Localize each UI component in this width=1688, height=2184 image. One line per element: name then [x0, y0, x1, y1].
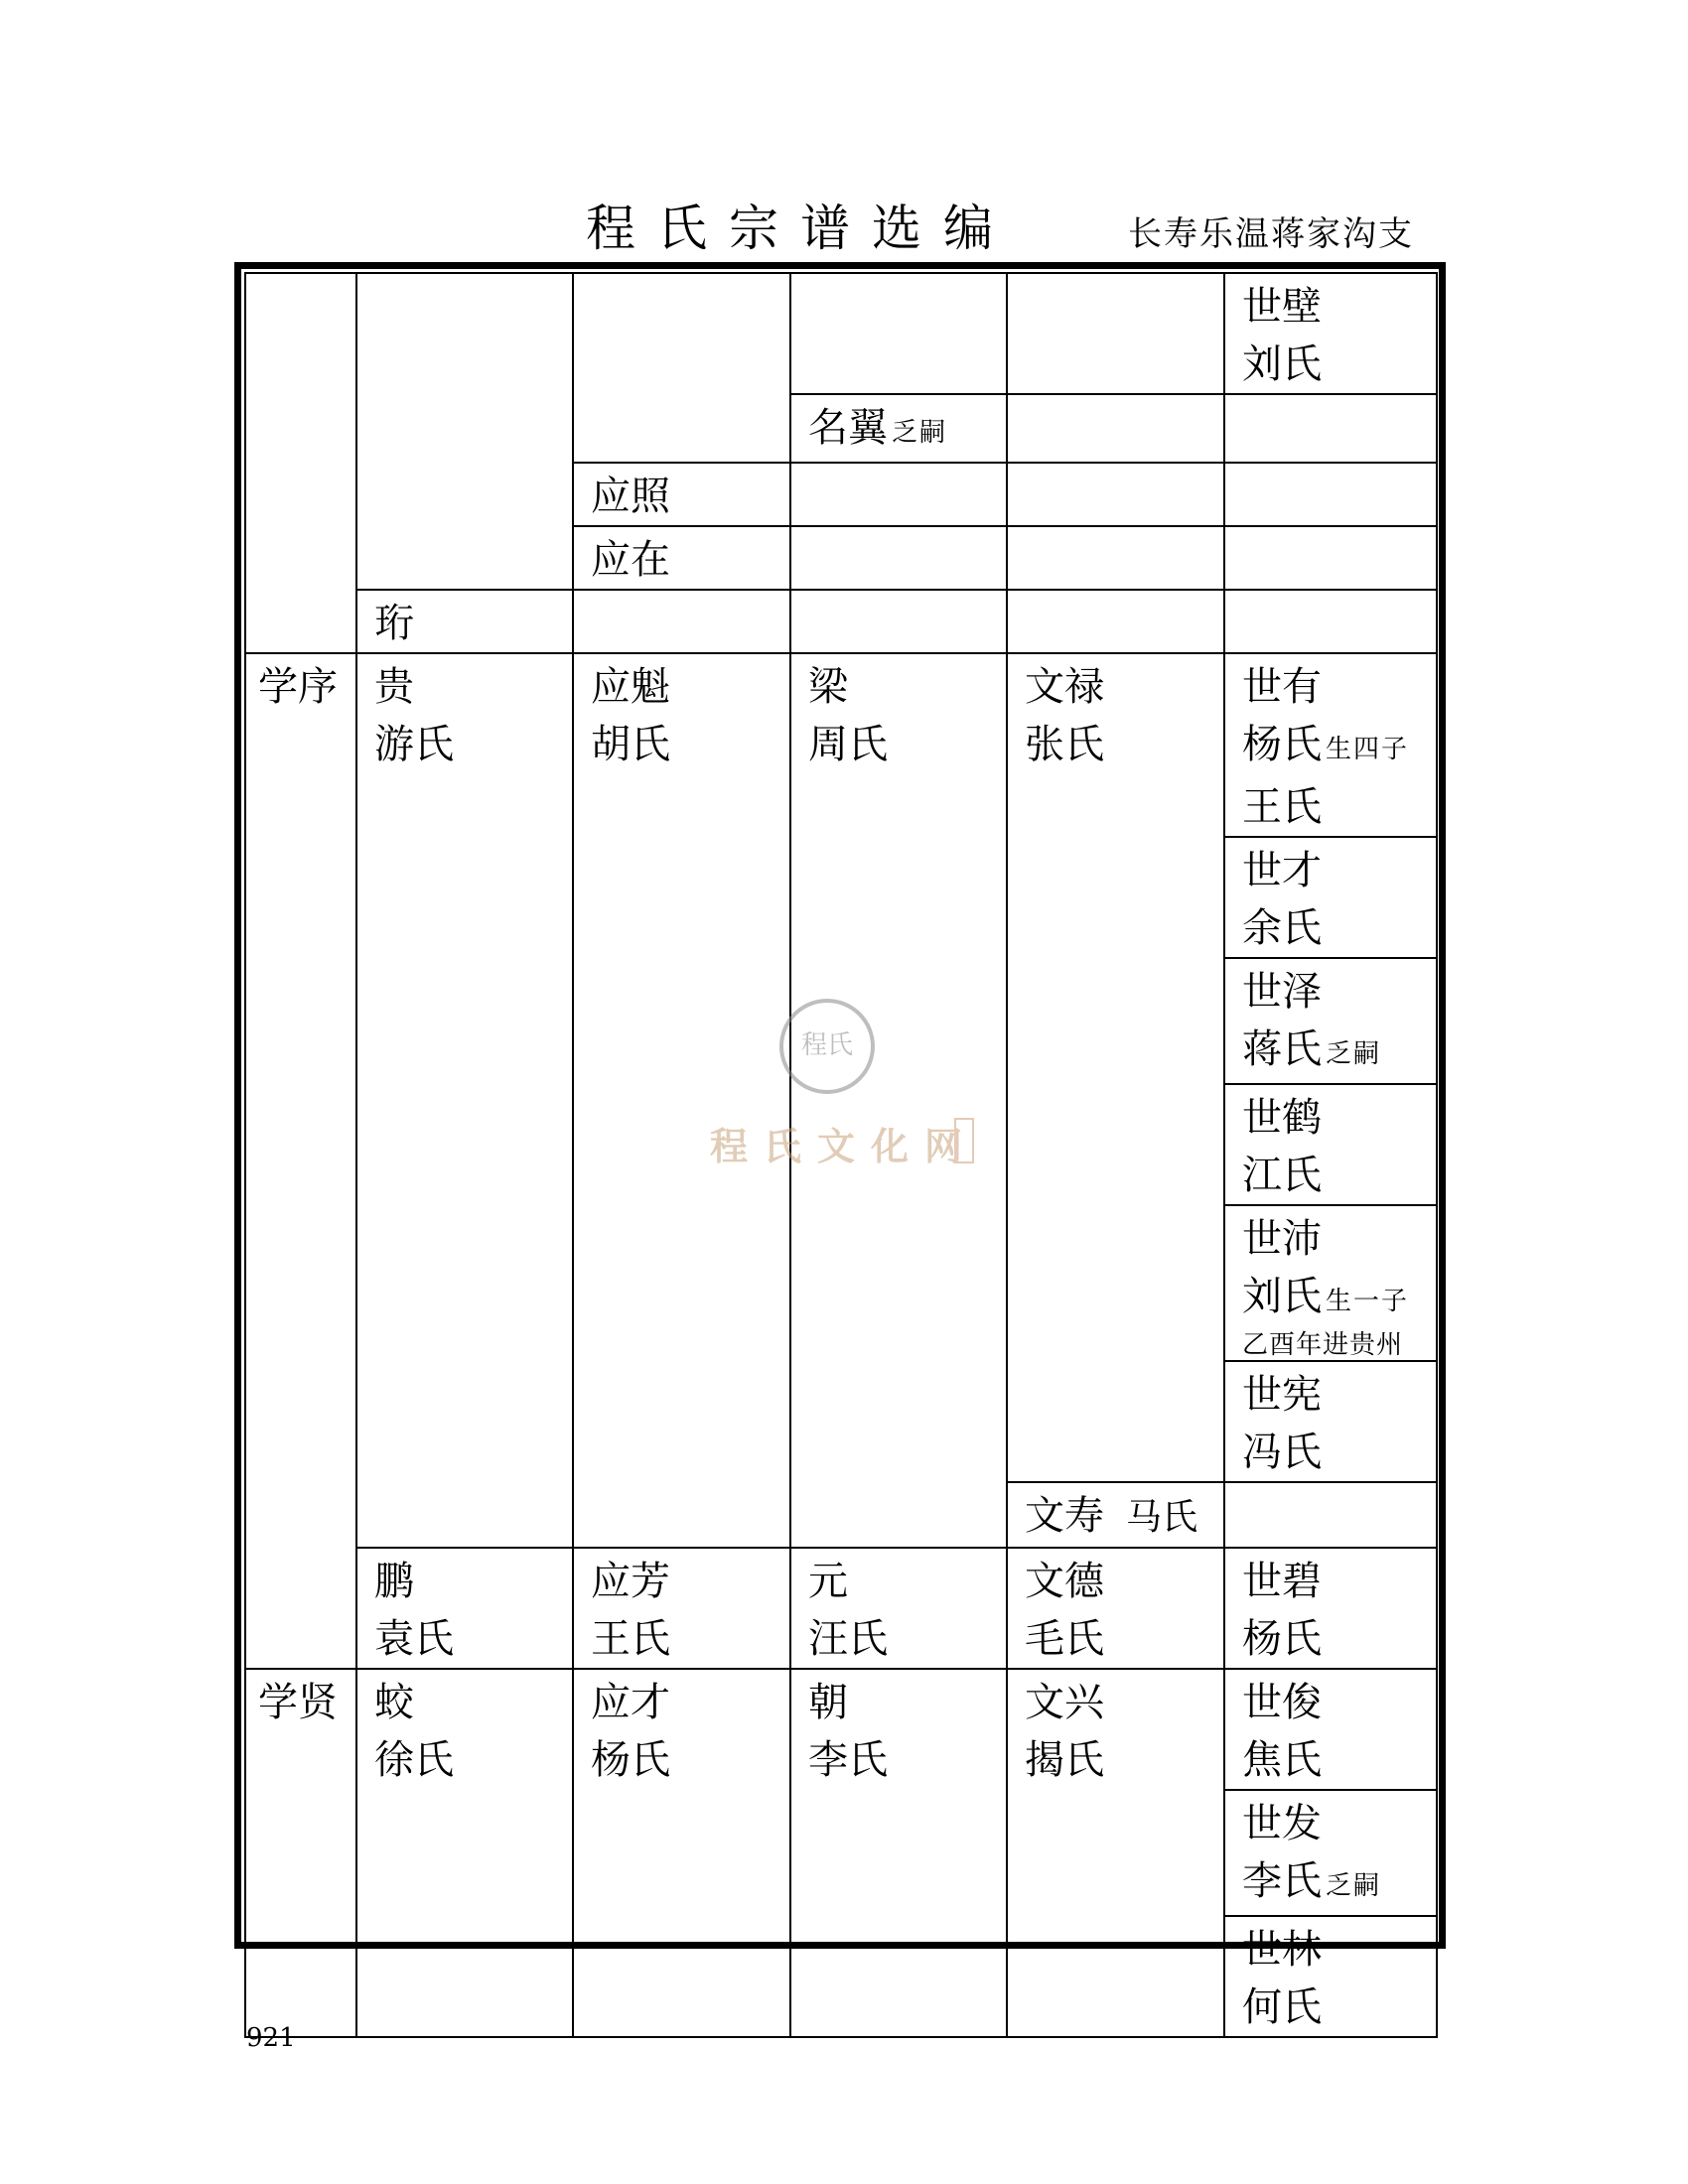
- spouse-name: 周氏: [808, 722, 888, 767]
- gen5-cell: [1007, 273, 1224, 394]
- gen6-cell: [1224, 837, 1437, 958]
- person-entry: [1242, 1852, 1436, 1915]
- person-name: 学序: [258, 664, 338, 710]
- person-entry: [1025, 1487, 1223, 1547]
- spouse-name: 余氏: [1242, 905, 1322, 951]
- spouse-name: 何氏: [1242, 1984, 1322, 2030]
- person-name: 世壁: [1242, 284, 1322, 330]
- gen6-cell: [1224, 1482, 1437, 1548]
- gen1-cell: [245, 1669, 356, 2037]
- person-name: 世鹤: [1242, 1095, 1322, 1141]
- branch-subtitle: 长寿乐温蒋家沟支: [1128, 214, 1414, 254]
- gen3-cell: [573, 273, 790, 463]
- person-entry: [1242, 716, 1436, 778]
- gen6-cell: [1224, 1205, 1437, 1361]
- genealogy-table: [244, 272, 1438, 2038]
- gen6-cell: [1224, 526, 1437, 590]
- spouse-name: 杨氏: [591, 1737, 670, 1783]
- gen5-cell: [1007, 590, 1224, 653]
- spouse-name: 袁氏: [374, 1616, 454, 1662]
- person-name: 贵: [374, 664, 414, 710]
- person-name: 世发: [1242, 1801, 1322, 1846]
- gen2-cell: [356, 653, 573, 1548]
- gen6-cell: [1224, 463, 1437, 526]
- person-name: 朝: [808, 1680, 848, 1725]
- person-name: 世有: [1242, 664, 1322, 710]
- person-entry: [808, 399, 1006, 462]
- gen4-cell: [790, 590, 1007, 653]
- page-number: 921: [246, 2023, 296, 2053]
- person-name: 世沛: [1242, 1216, 1322, 1262]
- person-name: 世碧: [1242, 1559, 1322, 1604]
- spouse-name: 李氏: [1242, 1858, 1322, 1904]
- table-row: [245, 653, 1437, 837]
- gen3-cell: [573, 526, 790, 590]
- spouse-name: 蒋氏: [1242, 1026, 1322, 1072]
- spouse-name: 揭氏: [1025, 1737, 1104, 1783]
- gen4-cell: [790, 273, 1007, 394]
- person-name: 鹏: [374, 1559, 414, 1604]
- spouse-name: 江氏: [1242, 1153, 1322, 1198]
- spouse-name: 杨氏: [1242, 1616, 1322, 1662]
- gen3-cell: [573, 463, 790, 526]
- table-row: [245, 1548, 1437, 1669]
- gen1-cell: [245, 653, 356, 1669]
- person-name: 应才: [591, 1680, 670, 1725]
- spouse-name: 刘氏: [1242, 1274, 1322, 1319]
- spouse-name: 冯氏: [1242, 1430, 1322, 1475]
- person-name: 名翼: [808, 405, 888, 451]
- gen6-cell: [1224, 1548, 1437, 1669]
- gen4-cell: [790, 653, 1007, 1548]
- gen5-cell: [1007, 1669, 1224, 2037]
- gen6-cell: [1224, 1361, 1437, 1482]
- gen6-cell: [1224, 1669, 1437, 1790]
- person-note-line: 乙酉年进贵州: [1242, 1330, 1404, 1360]
- gen2-cell: [356, 1669, 573, 2037]
- person-name: 世林: [1242, 1927, 1322, 1973]
- person-name: 文兴: [1025, 1680, 1104, 1725]
- seal-text: 程氏: [801, 1030, 854, 1060]
- spouse-name: 王氏: [591, 1616, 670, 1662]
- person-name: 世泽: [1242, 969, 1322, 1015]
- gen6-cell: [1224, 653, 1437, 837]
- gen2-cell: [356, 590, 573, 653]
- person-name: 世才: [1242, 848, 1322, 893]
- person-name: 蛟: [374, 1680, 414, 1725]
- spouse-name: 李氏: [808, 1737, 888, 1783]
- person-name: 应在: [591, 537, 670, 583]
- person-note: 乏嗣: [1326, 1039, 1382, 1069]
- table-row: [245, 273, 1437, 394]
- gen6-cell: [1224, 590, 1437, 653]
- gen4-cell: [790, 526, 1007, 590]
- gen6-cell: [1224, 1916, 1437, 2037]
- gen6-cell: [1224, 1084, 1437, 1205]
- spouse-name: 毛氏: [1025, 1616, 1104, 1662]
- gen2-cell: [356, 273, 573, 590]
- person-name: 学贤: [258, 1680, 338, 1725]
- gen4-cell: [790, 394, 1007, 463]
- gen2-cell: [356, 1548, 573, 1669]
- person-name: 应照: [591, 474, 670, 519]
- gen5-cell: [1007, 526, 1224, 590]
- gen5-cell: [1007, 463, 1224, 526]
- spouse-name: 汪氏: [808, 1616, 888, 1662]
- person-name: 世宪: [1242, 1372, 1322, 1418]
- person-name: 应芳: [591, 1559, 670, 1604]
- person-note: 乏嗣: [1326, 1871, 1382, 1901]
- person-note: 乏嗣: [892, 418, 948, 448]
- spouse-name: 刘氏: [1242, 341, 1322, 387]
- gen5-cell: [1007, 1482, 1224, 1548]
- person-name: 梁: [808, 664, 848, 710]
- person-entry: [1242, 1268, 1436, 1330]
- person-name: 世俊: [1242, 1680, 1322, 1725]
- spouse-name: 徐氏: [374, 1737, 454, 1783]
- spouse-name: 杨氏: [1242, 722, 1322, 767]
- person-name: 应魁: [591, 664, 670, 710]
- gen3-cell: [573, 1669, 790, 2037]
- gen6-cell: [1224, 958, 1437, 1084]
- spouse-name: 焦氏: [1242, 1737, 1322, 1783]
- person-name: 元: [808, 1559, 848, 1604]
- person-entry: [1242, 1021, 1436, 1083]
- person-note: 生一子: [1326, 1287, 1410, 1316]
- page-title: 程氏宗谱选编: [586, 200, 1015, 257]
- table-row: [245, 590, 1437, 653]
- gen5-cell: [1007, 1548, 1224, 1669]
- person-name: 文禄: [1025, 664, 1104, 710]
- spouse-name: 张氏: [1025, 722, 1104, 767]
- gen5-cell: [1007, 653, 1224, 1482]
- gen4-cell: [790, 1548, 1007, 1669]
- spouse-name: 王氏: [1242, 784, 1322, 830]
- gen3-cell: [573, 653, 790, 1548]
- person-name: 珩: [374, 601, 414, 646]
- person-name: 文寿: [1025, 1493, 1104, 1539]
- gen6-cell: [1224, 1790, 1437, 1916]
- person-note: 生四子: [1326, 735, 1410, 764]
- gen4-cell: [790, 1669, 1007, 2037]
- spouse-name: 游氏: [374, 722, 454, 767]
- table-row: [245, 1669, 1437, 1790]
- watermark-text: 程氏文化网: [710, 1124, 979, 1168]
- gen5-cell: [1007, 394, 1224, 463]
- gen1-cell: [245, 273, 356, 653]
- gen3-cell: [573, 590, 790, 653]
- spouse-name: 胡氏: [591, 722, 670, 767]
- person-name: 文德: [1025, 1559, 1104, 1604]
- gen3-cell: [573, 1548, 790, 1669]
- gen4-cell: [790, 463, 1007, 526]
- gen6-cell: [1224, 273, 1437, 394]
- spouse-name: 马氏: [1126, 1497, 1198, 1538]
- gen6-cell: [1224, 394, 1437, 463]
